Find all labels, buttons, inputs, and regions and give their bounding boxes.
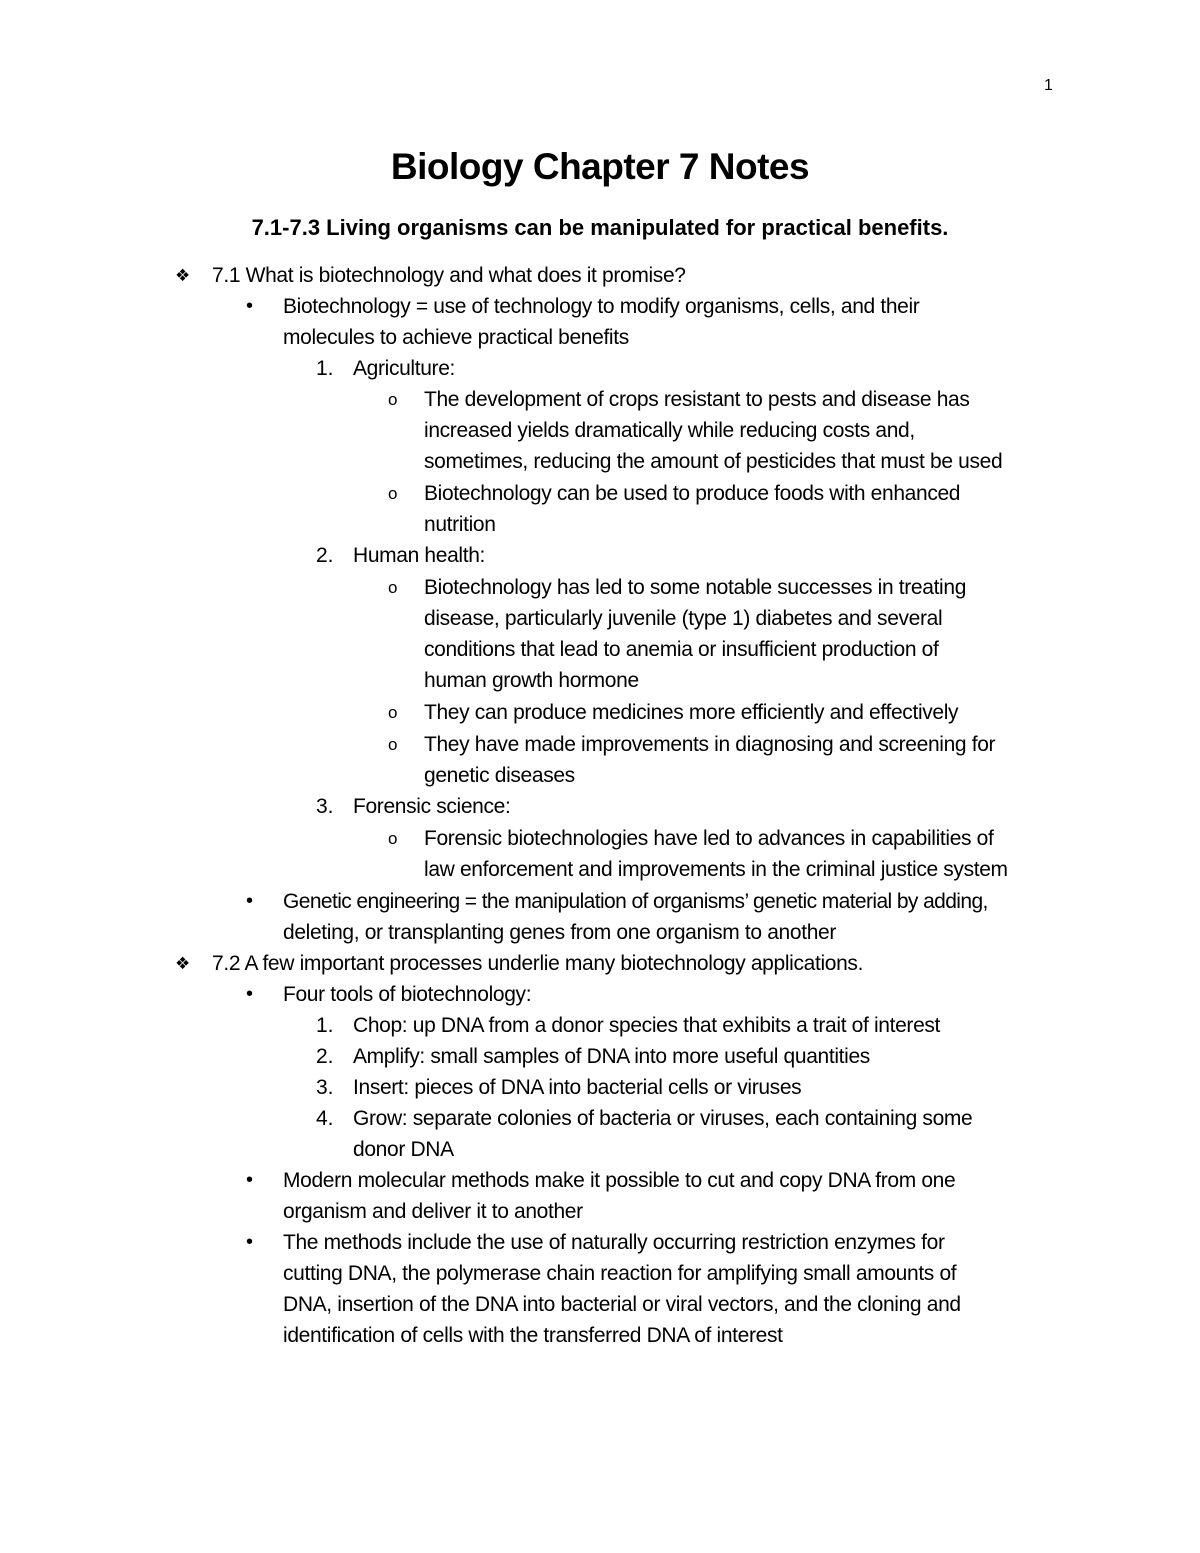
agriculture-point-line: sometimes, reducing the amount of pesticides that must be used [424, 450, 1003, 473]
tool-item: Amplify: small samples of DNA into more useful quantities [353, 1045, 870, 1068]
health-point-line: They can produce medicines more efficiently and effectively [424, 701, 959, 724]
modern-methods-line: Modern molecular methods make it possible to cut and copy DNA from one [283, 1169, 956, 1192]
diamond-bullet-icon: ❖ [175, 266, 191, 285]
tool-item: Grow: separate colonies of bacteria or viruses, each containing some [353, 1107, 973, 1130]
methods-line: cutting DNA, the polymerase chain reaction for amplifying small amounts of [283, 1262, 957, 1285]
bullet-icon: • [246, 890, 254, 912]
tools-label: Four tools of biotechnology: [283, 983, 532, 1006]
list-number: 1. [316, 1014, 334, 1037]
health-point-line: Biotechnology has led to some notable successes in treating [424, 576, 967, 599]
methods-line: identification of cells with the transferred DNA of interest [283, 1324, 783, 1347]
tool-item: donor DNA [353, 1138, 454, 1161]
agriculture-point-line: The development of crops resistant to pests and disease has [424, 388, 970, 411]
health-point-line: disease, particularly juvenile (type 1) diabetes and several [424, 607, 943, 630]
circle-bullet-icon: o [388, 390, 398, 409]
biotech-definition-line: Biotechnology = use of technology to modify organisms, cells, and their [283, 295, 920, 318]
circle-bullet-icon: o [388, 735, 398, 754]
modern-methods-line: organism and deliver it to another [283, 1200, 583, 1223]
genetic-engineering-line: Genetic engineering = the manipulation of organisms’ genetic material by adding, [283, 890, 988, 913]
bullet-icon: • [246, 295, 254, 317]
health-point-line: conditions that lead to anemia or insufficient production of [424, 638, 939, 661]
tool-item: Chop: up DNA from a donor species that exhibits a trait of interest [353, 1014, 941, 1037]
genetic-engineering-line: deleting, or transplanting genes from one organism to another [283, 921, 837, 944]
document-title: Biology Chapter 7 Notes [390, 146, 810, 187]
list-number: 3. [316, 795, 334, 818]
bullet-icon: • [246, 1231, 254, 1253]
diamond-bullet-icon: ❖ [175, 954, 191, 973]
agriculture-point-line: nutrition [424, 513, 496, 536]
page-number: 1 [1044, 77, 1053, 94]
bullet-icon: • [246, 1169, 254, 1191]
section-heading-7-2: 7.2 A few important processes underlie many biotechnology applications. [212, 952, 864, 975]
list-number: 1. [316, 357, 334, 380]
agriculture-point-line: Biotechnology can be used to produce foods with enhanced [424, 482, 961, 505]
list-number: 3. [316, 1076, 334, 1099]
bullet-icon: • [246, 983, 254, 1005]
health-point-line: human growth hormone [424, 669, 639, 692]
tool-item: Insert: pieces of DNA into bacterial cells or viruses [353, 1076, 802, 1099]
circle-bullet-icon: o [388, 578, 398, 597]
section-heading-7-1: 7.1 What is biotechnology and what does it promise? [212, 264, 686, 287]
list-number: 2. [316, 544, 334, 567]
methods-line: DNA, insertion of the DNA into bacterial or viral vectors, and the cloning and [283, 1293, 961, 1316]
forensic-point-line: law enforcement and improvements in the criminal justice system [424, 858, 1008, 881]
circle-bullet-icon: o [388, 829, 398, 848]
section-subtitle: 7.1-7.3 Living organisms can be manipulated for practical benefits. [251, 215, 949, 240]
agriculture-point-line: increased yields dramatically while reducing costs and, [424, 419, 915, 442]
forensic-point-line: Forensic biotechnologies have led to advances in capabilities of [424, 827, 994, 850]
human-health-label: Human health: [353, 544, 486, 567]
circle-bullet-icon: o [388, 703, 398, 722]
list-number: 4. [316, 1107, 334, 1130]
agriculture-label: Agriculture: [353, 357, 456, 380]
list-number: 2. [316, 1045, 334, 1068]
forensic-science-label: Forensic science: [353, 795, 511, 818]
health-point-line: genetic diseases [424, 764, 575, 787]
health-point-line: They have made improvements in diagnosing and screening for [424, 733, 996, 756]
circle-bullet-icon: o [388, 484, 398, 503]
methods-line: The methods include the use of naturally occurring restriction enzymes for [283, 1231, 945, 1254]
biotech-definition-line: molecules to achieve practical benefits [283, 326, 629, 349]
